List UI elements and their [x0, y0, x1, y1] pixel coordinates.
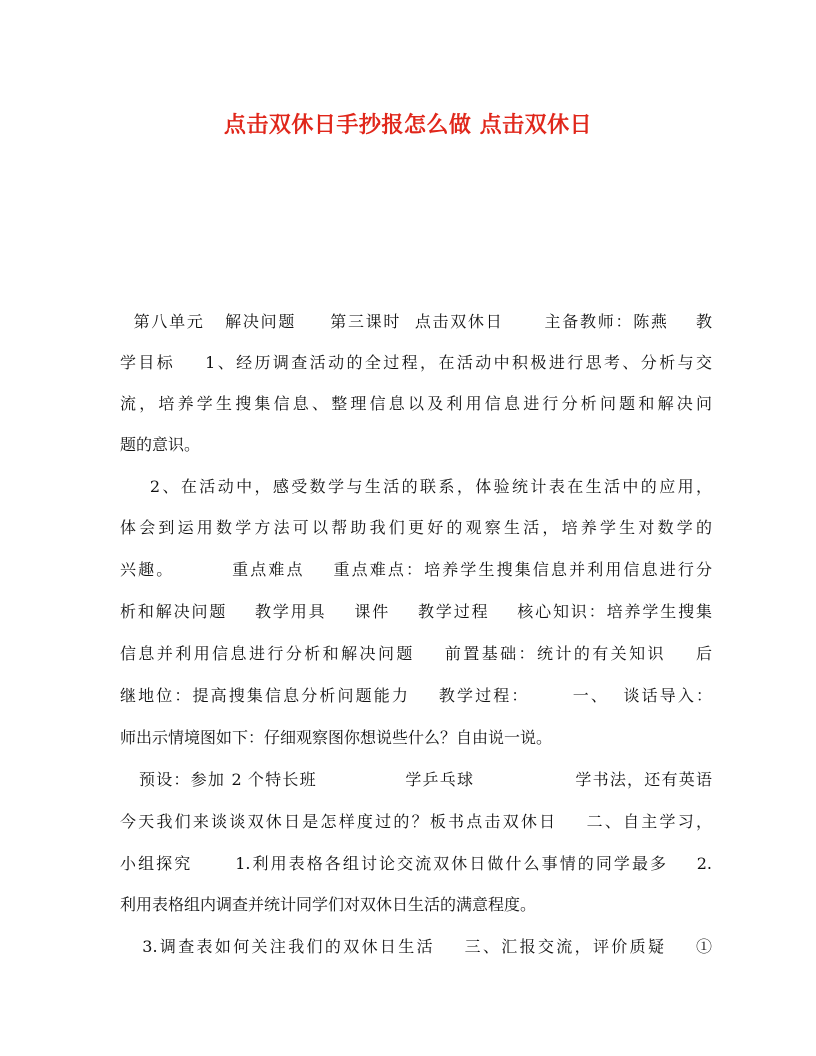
body-line: 利用表格组内调查并统计同学们对双休日生活的满意程度。: [120, 895, 537, 914]
body-line: 预设：参加 2 个特长班 学乒乓球 学书法，还有英语: [120, 770, 712, 789]
body-line: 3.调查表如何关注我们的双休日生活 三、汇报交流，评价质疑 ①: [120, 937, 712, 956]
body-line: 继地位：提高搜集信息分析问题能力 教学过程： 一、 谈话导入：: [120, 686, 712, 705]
body-line: 体会到运用数学方法可以帮助我们更好的观察生活，培养学生对数学的: [120, 518, 712, 537]
body-line: 信息并利用信息进行分析和解决问题 前置基础：统计的有关知识 后: [120, 644, 712, 663]
body-line: 第八单元 解决问题 第三课时 点击双休日 主备教师：陈燕 教: [120, 312, 712, 331]
body-line: 师出示情境图如下：仔细观察图你想说些什么？自由说一说。: [120, 728, 553, 747]
body-line: 析和解决问题 教学用具 课件 教学过程 核心知识：培养学生搜集: [120, 602, 712, 621]
document-title: 点击双休日手抄报怎么做 点击双休日: [223, 112, 593, 138]
body-line: 小组探究 1.利用表格各组讨论交流双休日做什么事情的同学最多 2.: [120, 854, 712, 873]
body-line: 流，培养学生搜集信息、整理信息以及利用信息进行分析问题和解决问: [120, 394, 712, 413]
body-line: 兴趣。 重点难点 重点难点：培养学生搜集信息并利用信息进行分: [120, 560, 712, 579]
body-line: 题的意识。: [120, 435, 201, 454]
body-line: 今天我们来谈谈双休日是怎样度过的？板书点击双休日 二、自主学习，: [120, 812, 712, 831]
body-line: 学目标 1、经历调查活动的全过程，在活动中积极进行思考、分析与交: [120, 353, 712, 372]
body-line: 2、在活动中，感受数学与生活的联系，体验统计表在生活中的应用，: [120, 477, 712, 496]
